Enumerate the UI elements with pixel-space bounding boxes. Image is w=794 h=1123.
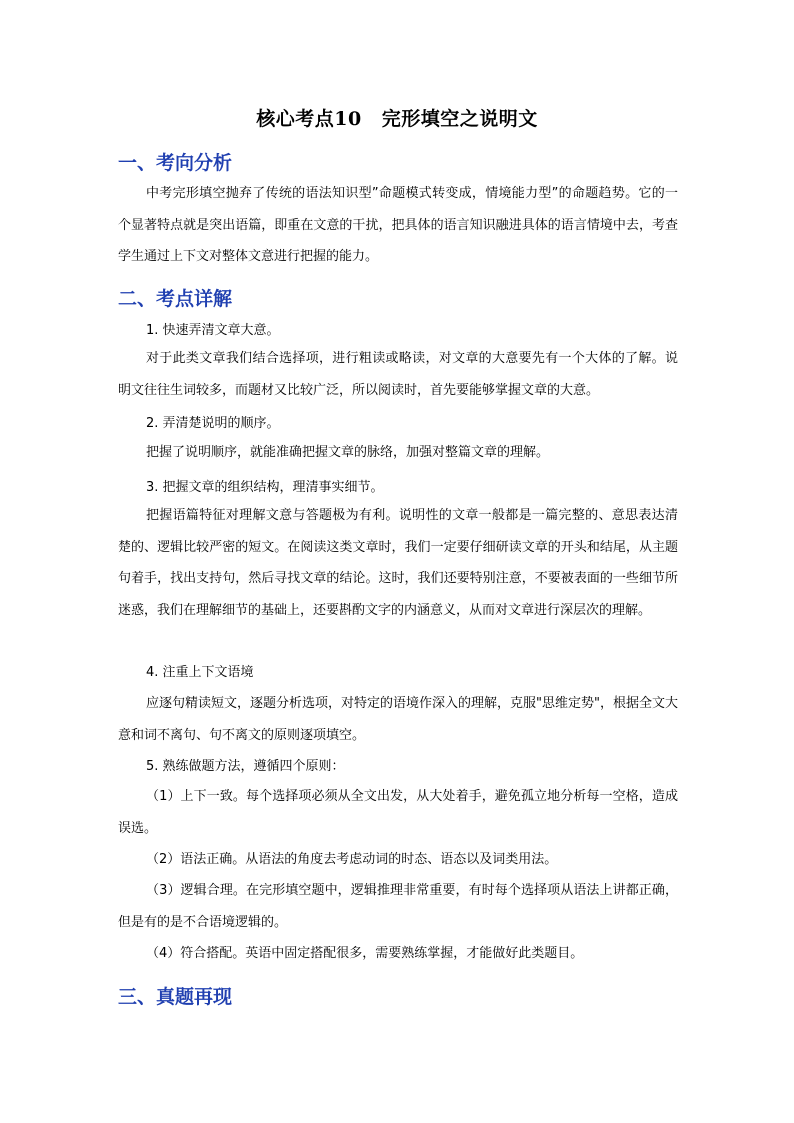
title-part-1: 核心考点10 (256, 108, 362, 130)
page-title (0, 104, 794, 131)
point-2-title: 2. 弄清楚说明的顺序。 (146, 416, 280, 431)
point-3-title: 3. 把握文章的组织结构，理清事实细节。 (146, 480, 384, 495)
section-heading-exam-questions: 三、真题再现 (118, 986, 233, 1008)
rule-1: （1）上下一致。每个选择项必须从全文出发，从大处着手，避免孤立地分析每一空格，造成误选。 (118, 789, 678, 836)
point-1-title: 1. 快速弄清文章大意。 (146, 323, 280, 338)
point-4-title: 4. 注重上下文语境 (146, 665, 254, 680)
analysis-paragraph: 中考完形填空抛弃了传统的语法知识型”命题模式转变成，情境能力型”的命题趋势。它的一个显著特点就是突出语篇，即重在文意的干扰，把具体的语言知识融进具体的语言情境中去，考查学生通过上下文对整体文意进行把握的能力。 (118, 186, 678, 264)
rule-2: （2）语法正确。从语法的角度去考虑动词的时态、语态以及词类用法。 (146, 852, 558, 867)
point-1-body: 对于此类文章我们结合选择项，进行粗读或略读，对文章的大意要先有一个大体的了解。说明文往往生词较多，而题材又比较广泛，所以阅读时，首先要能够掌握文章的大意。 (118, 351, 678, 398)
title-part-2: 完形填空之说明文 (381, 108, 538, 130)
section-heading-details: 二、考点详解 (118, 288, 233, 310)
section-heading-analysis: 一、考向分析 (118, 152, 233, 174)
point-3-body: 把握语篇特征对理解文意与答题极为有利。说明性的文章一般都是一篇完整的、意思表达清楚的、逻辑比较严密的短文。在阅读这类文章时，我们一定要仔细研读文章的开头和结尾，从主题句着手，找出支持句，然后寻找文章的结论。这时，我们还要特别注意，不要被表面的一些细节所迷惑，我们在理解细节的基础上，还要斟酌文字的内涵意义，从而对文章进行深层次的理解。 (118, 508, 678, 618)
point-5-title: 5. 熟练做题方法，遵循四个原则： (146, 759, 345, 774)
rule-4: （4）符合搭配。英语中固定搭配很多，需要熟练掌握，才能做好此类题目。 (146, 946, 584, 961)
point-2-body: 把握了说明顺序，就能准确把握文章的脉络，加强对整篇文章的理解。 (146, 445, 550, 460)
point-4-body: 应逐句精读短文，逐题分析选项，对特定的语境作深入的理解，克服"思维定势"，根据全文大意和词不离句、句不离文的原则逐项填空。 (118, 696, 678, 743)
rule-3: （3）逻辑合理。在完形填空题中，逻辑推理非常重要，有时每个选择项从语法上讲都正确，但是有的是不合语境逻辑的。 (118, 883, 678, 930)
